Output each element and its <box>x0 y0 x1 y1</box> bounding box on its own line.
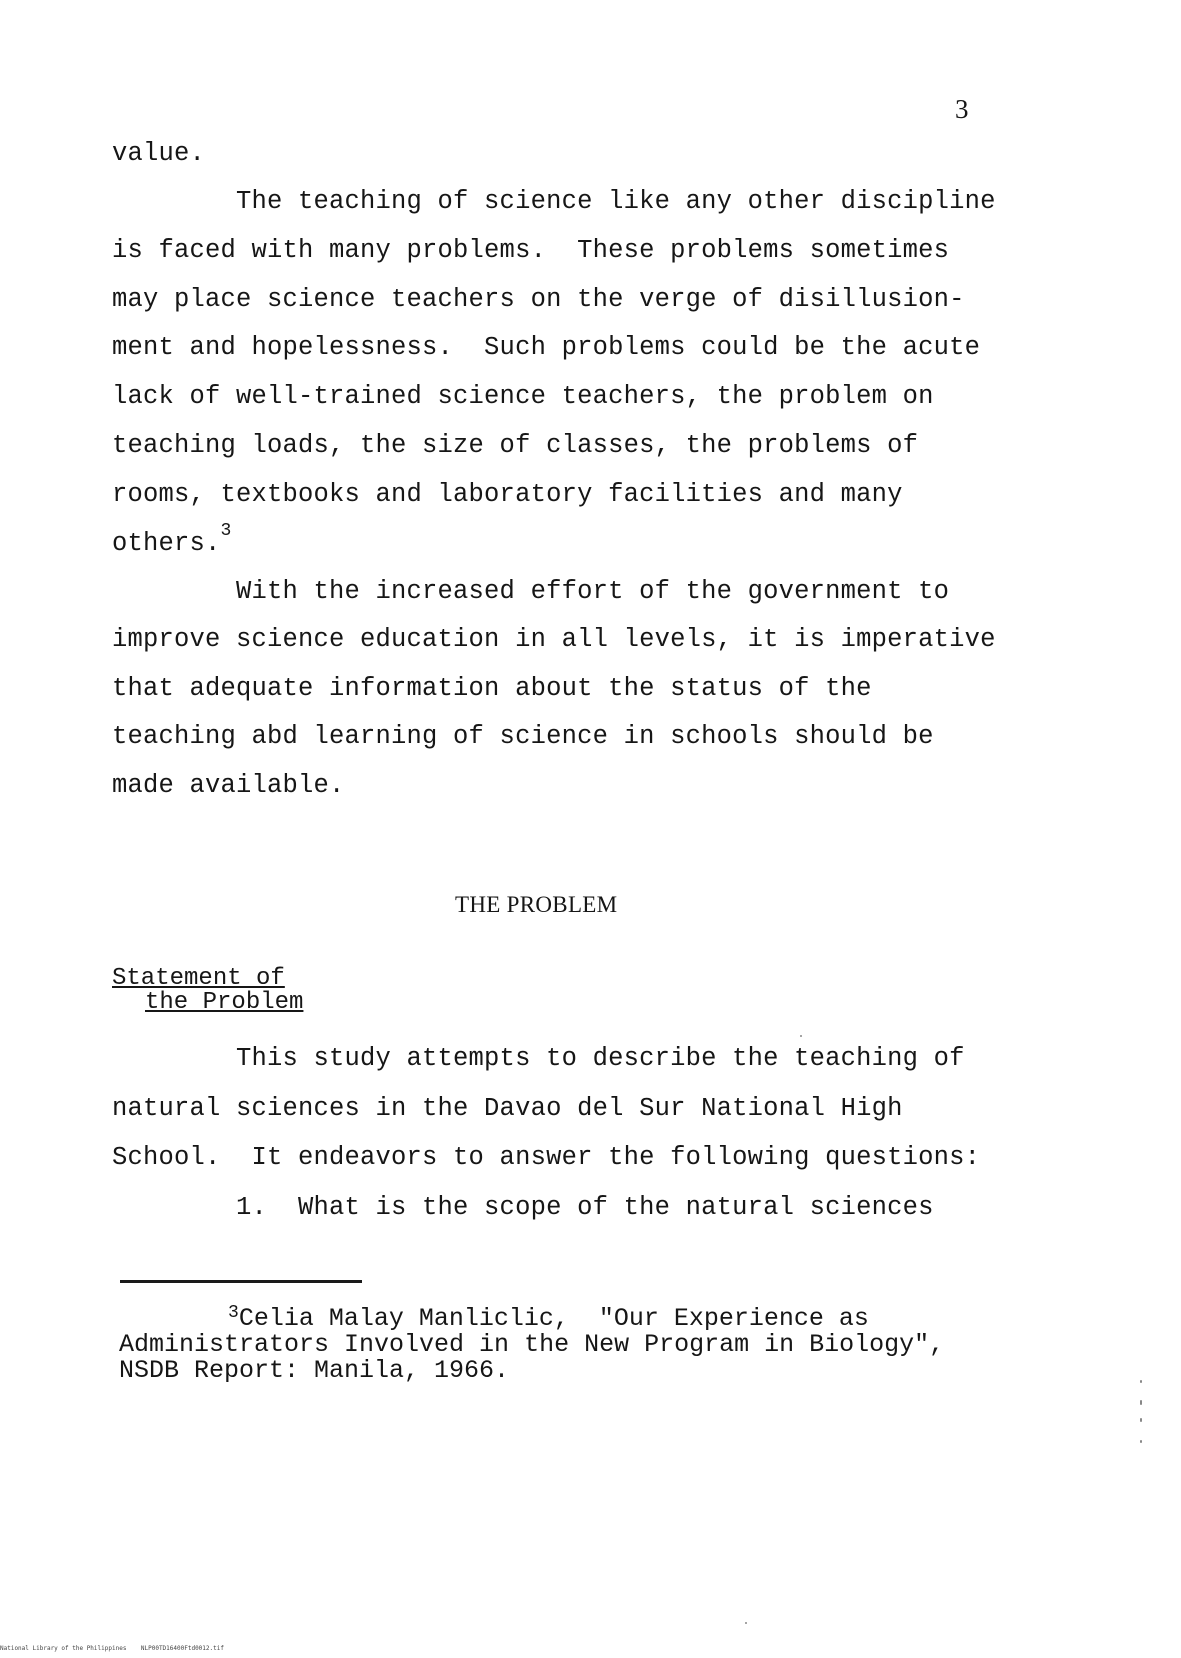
footnote-marker: 3 <box>220 520 232 541</box>
text-line: natural sciences in the Davao del Sur National High <box>112 1094 903 1123</box>
footnote-line: NSDB Report: Manila, 1966. <box>119 1356 510 1385</box>
scan-speck <box>1140 1400 1142 1405</box>
subheading-line-2: the Problem <box>145 989 304 1016</box>
text-line-with-footnote <box>112 520 232 559</box>
text-line: others. <box>112 529 221 558</box>
text-line: value. <box>112 139 206 168</box>
scan-speck <box>1140 1418 1142 1422</box>
text-line: may place science teachers on the verge of disillusion- <box>112 285 965 314</box>
subheading-line-1: Statement of <box>112 965 285 992</box>
text-line: teaching loads, the size of classes, the problems of <box>112 431 919 460</box>
scan-speck <box>1140 1380 1142 1383</box>
text-line: lack of well-trained science teachers, the problem on <box>112 382 934 411</box>
text-line: School. It endeavors to answer the following questions: <box>112 1143 981 1172</box>
text-line: This study attempts to describe the teaching of <box>112 1044 965 1073</box>
scan-speck <box>800 1035 802 1037</box>
text-line: is faced with many problems. These problems sometimes <box>112 236 950 265</box>
scan-footer: National Library of the Philippines NLP00TD16400Ftd0012.tif <box>0 1645 224 1652</box>
scan-speck <box>1140 1440 1142 1443</box>
text-line: rooms, textbooks and laboratory facilities and many <box>112 480 903 509</box>
section-heading: THE PROBLEM <box>455 892 618 917</box>
text-line: improve science education in all levels, it is imperative <box>112 625 996 654</box>
scan-speck <box>745 1622 747 1624</box>
footnote-number: 3 <box>228 1303 239 1323</box>
text-line: that adequate information about the status of the <box>112 674 872 703</box>
footnote-rule <box>120 1280 362 1283</box>
text-line: made available. <box>112 771 345 800</box>
text-line: ment and hopelessness. Such problems could be the acute <box>112 333 981 362</box>
text-line: 1. What is the scope of the natural sciences <box>112 1193 934 1222</box>
text-line: With the increased effort of the government to <box>112 577 950 606</box>
footnote-text: Celia Malay Manliclic, "Our Experience as <box>238 1304 869 1333</box>
text-line: teaching abd learning of science in schools should be <box>112 722 934 751</box>
text-line: The teaching of science like any other discipline <box>112 187 996 216</box>
footnote-line: Administrators Involved in the New Program in Biology", <box>119 1330 945 1359</box>
page-number: 3 <box>955 94 969 124</box>
